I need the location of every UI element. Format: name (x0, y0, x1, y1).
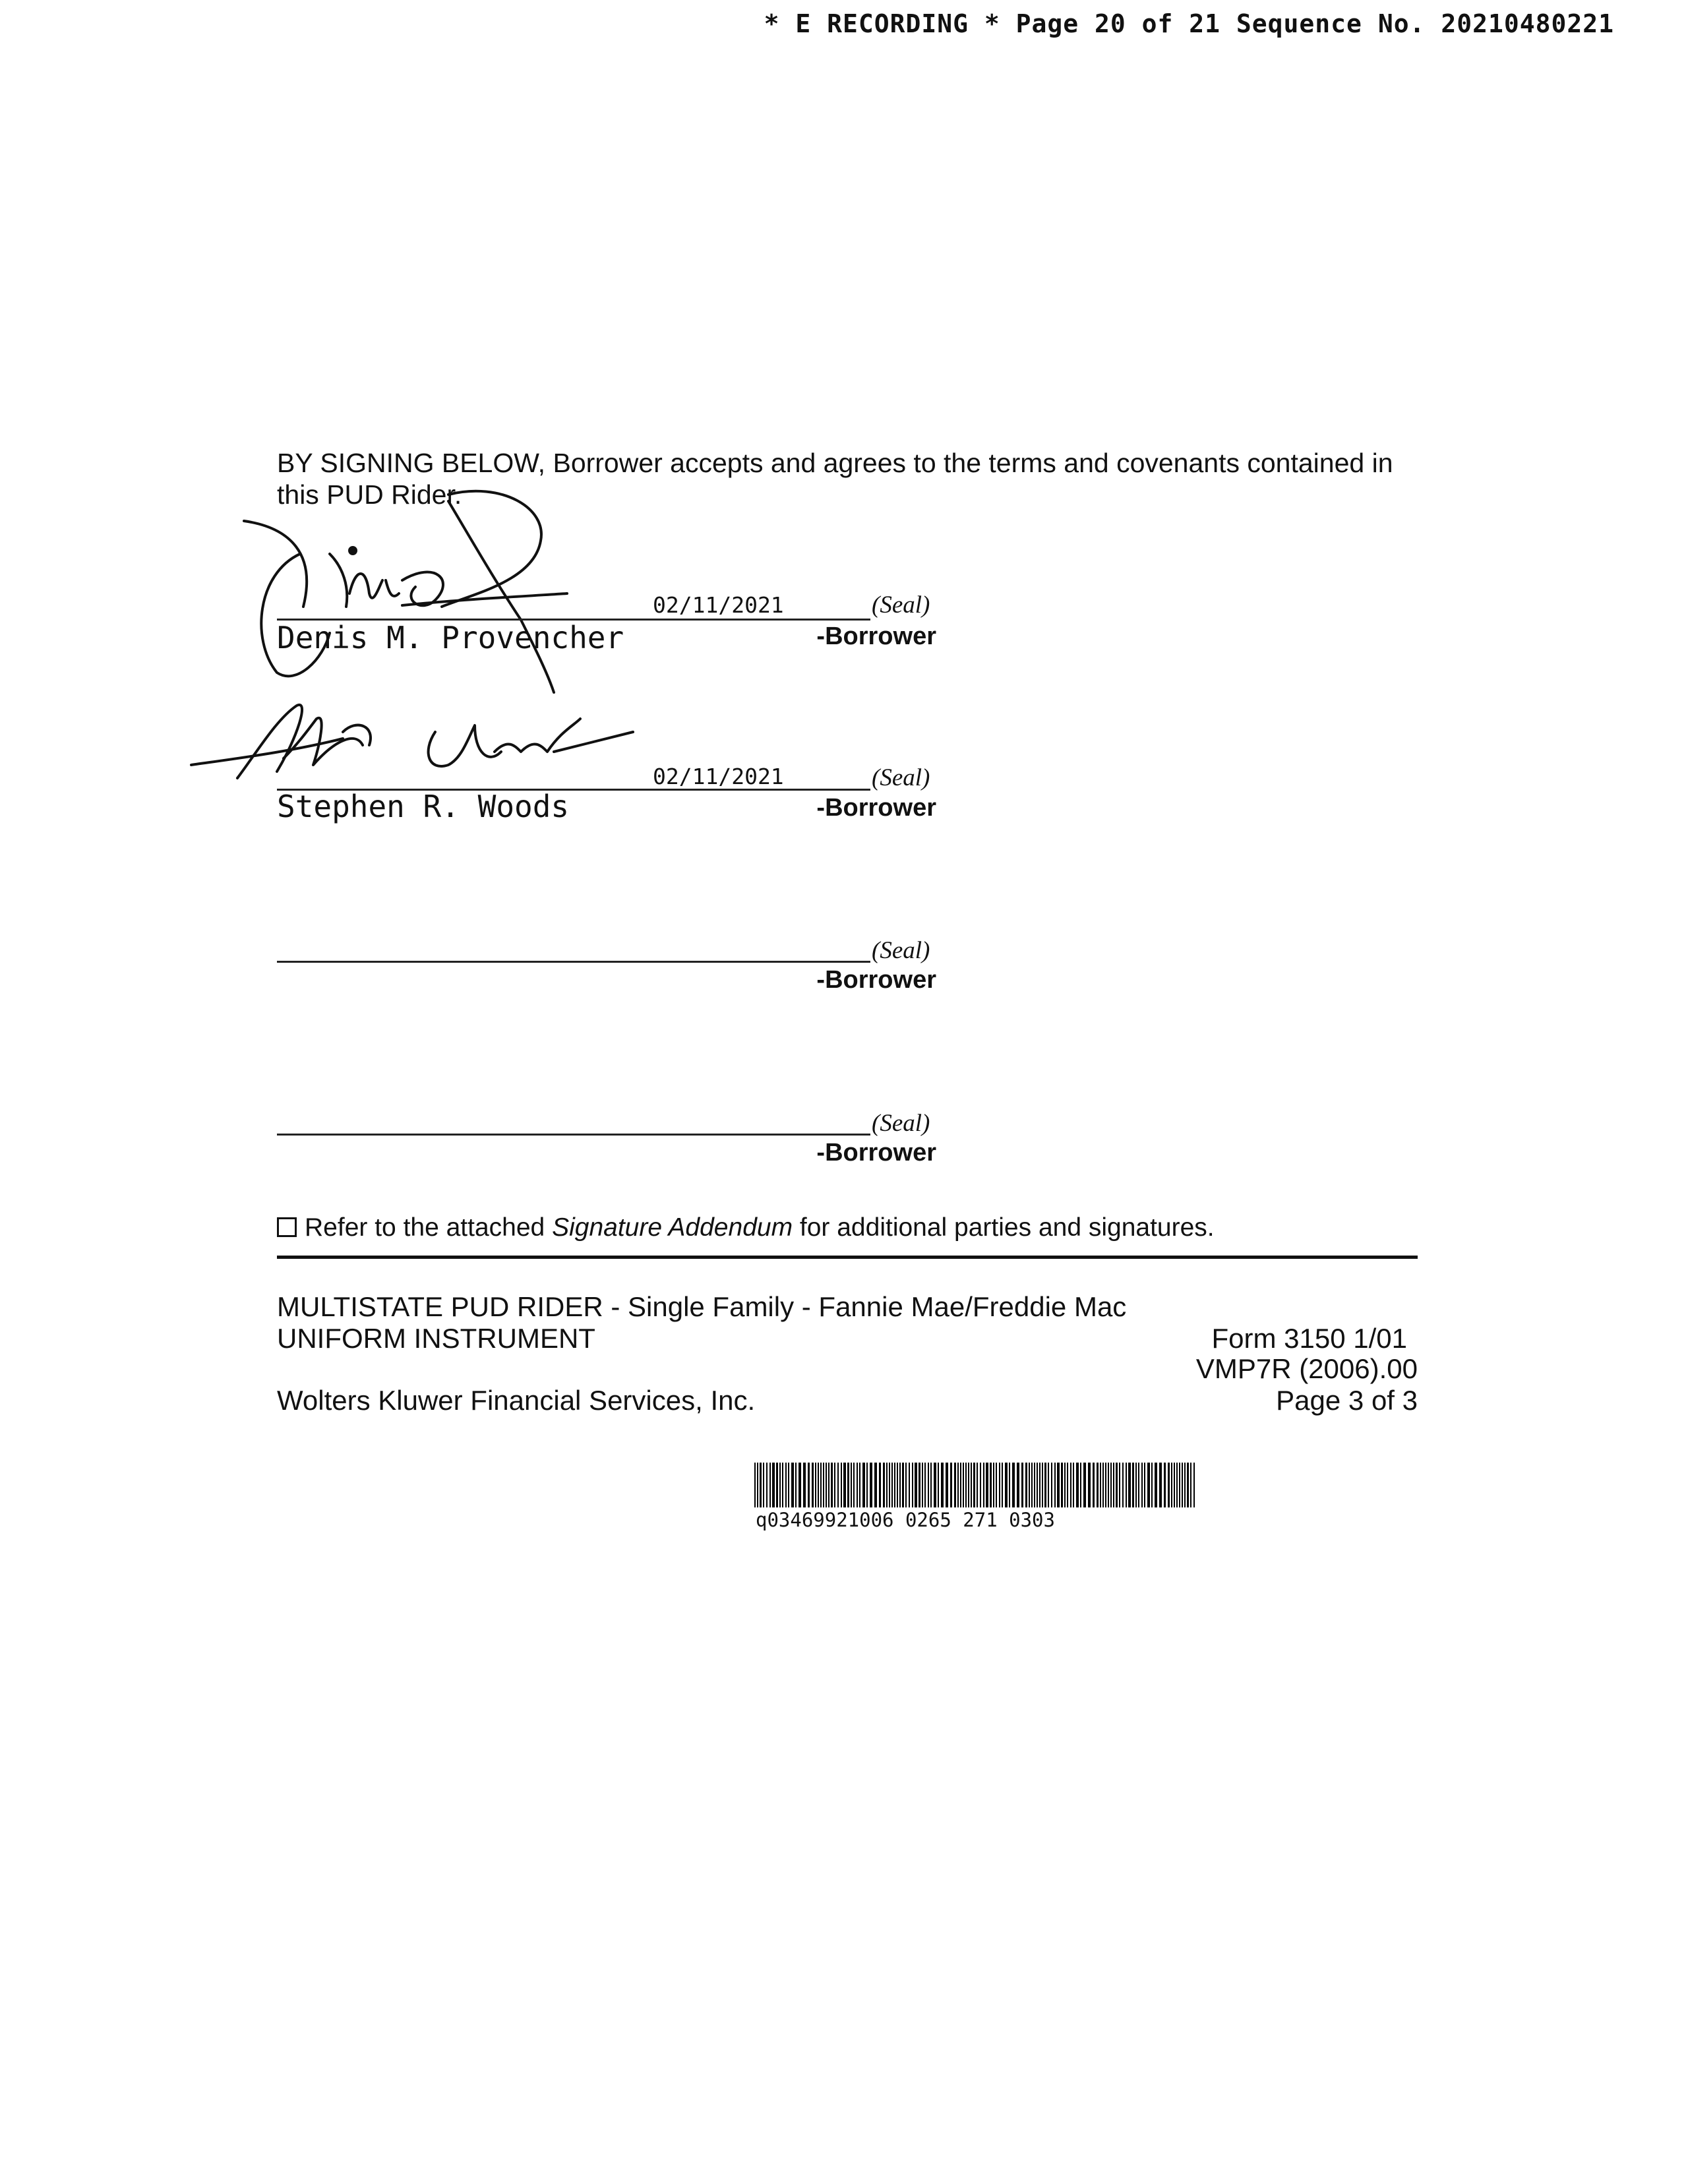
barcode-bar (1029, 1463, 1030, 1507)
barcode-bar (785, 1463, 787, 1507)
barcode-bar (1184, 1463, 1186, 1507)
barcode-bar (1054, 1463, 1056, 1507)
barcode-bar (946, 1463, 948, 1507)
barcode-bar (973, 1463, 975, 1507)
barcode-bar (1126, 1463, 1127, 1507)
barcode-bar (1042, 1463, 1043, 1507)
barcode-bars (754, 1463, 1200, 1507)
barcode-bar (1159, 1463, 1162, 1507)
barcode-bar (760, 1463, 762, 1507)
handwritten-signature-1 (237, 488, 659, 699)
barcode-bar (1102, 1463, 1104, 1507)
barcode-bar (834, 1463, 835, 1507)
barcode-bar (1122, 1463, 1124, 1507)
barcode-bar (1088, 1463, 1091, 1507)
barcode-bar (894, 1463, 895, 1507)
barcode-bar (1171, 1463, 1172, 1507)
barcode-bar (791, 1463, 794, 1507)
barcode-bar (909, 1463, 910, 1507)
borrower-name-2: Stephen R. Woods (277, 789, 570, 824)
barcode-bar (1002, 1463, 1003, 1507)
barcode-bar (815, 1463, 816, 1507)
barcode-bar (899, 1463, 901, 1507)
form-version: VMP7R (2006).00 (1195, 1353, 1418, 1384)
signature-line-4 (277, 1134, 870, 1136)
barcode-bar (1031, 1463, 1033, 1507)
barcode-bar (1187, 1463, 1189, 1507)
barcode-bar (1147, 1463, 1150, 1507)
barcode-bar (1132, 1463, 1134, 1507)
barcode-bar (859, 1463, 860, 1507)
barcode-bar (823, 1463, 824, 1507)
barcode-bar (968, 1463, 969, 1507)
barcode-bar (1110, 1463, 1112, 1507)
addendum-prefix: Refer to the attached (305, 1213, 553, 1242)
seal-label-2: (Seal) (872, 764, 930, 791)
barcode-bar (965, 1463, 967, 1507)
publisher-name: Wolters Kluwer Financial Services, Inc. (277, 1385, 756, 1416)
barcode-bar (912, 1463, 913, 1507)
barcode-bar (754, 1463, 756, 1507)
barcode-bar (841, 1463, 842, 1507)
barcode-bar (1144, 1463, 1145, 1507)
signing-statement-line-2: this PUD Rider. (277, 479, 462, 510)
barcode-bar (1113, 1463, 1114, 1507)
barcode-bar (837, 1463, 839, 1507)
form-title: MULTISTATE PUD RIDER - Single Family - Fannie Mae/Freddie Mac (277, 1291, 1127, 1322)
barcode-bar (891, 1463, 893, 1507)
barcode-bar (996, 1463, 997, 1507)
barcode-bar (853, 1463, 855, 1507)
barcode-bar (1155, 1463, 1157, 1507)
barcode-bar (980, 1463, 981, 1507)
barcode-bar (938, 1463, 939, 1507)
barcode-bar (986, 1463, 988, 1507)
barcode-bar (1097, 1463, 1099, 1507)
barcode-bar (922, 1463, 923, 1507)
barcode-bar (812, 1463, 814, 1507)
barcode-bar (993, 1463, 994, 1507)
barcode-bar (803, 1463, 806, 1507)
barcode-bar (1168, 1463, 1170, 1507)
barcode-bar (1044, 1463, 1046, 1507)
uniform-instrument-label: UNIFORM INSTRUMENT (277, 1323, 595, 1354)
barcode-bar (1021, 1463, 1023, 1507)
form-number: Form 3150 1/01 (1211, 1323, 1407, 1354)
barcode-bar (1076, 1463, 1079, 1507)
signature-addendum-note (277, 1213, 1215, 1242)
barcode-bar (960, 1463, 961, 1507)
barcode-bar (1100, 1463, 1101, 1507)
barcode-bar (862, 1463, 865, 1507)
barcode-bar (1093, 1463, 1095, 1507)
barcode-bar (897, 1463, 898, 1507)
barcode-bar (1073, 1463, 1074, 1507)
barcode-bar (1064, 1463, 1066, 1507)
barcode-bar (1009, 1463, 1010, 1507)
barcode-bar (843, 1463, 846, 1507)
barcode-bar (766, 1463, 768, 1507)
barcode-bar (1141, 1463, 1143, 1507)
barcode-bar (957, 1463, 959, 1507)
barcode-bar (1138, 1463, 1139, 1507)
seal-label-3: (Seal) (872, 937, 930, 964)
barcode-bar (934, 1463, 936, 1507)
borrower-label-1: -Borrower (816, 622, 936, 650)
barcode-bar (950, 1463, 952, 1507)
barcode-bar (983, 1463, 984, 1507)
addendum-suffix: for additional parties and signatures. (793, 1213, 1215, 1242)
barcode-bar (924, 1463, 926, 1507)
borrower-label-2: -Borrower (816, 794, 936, 822)
barcode-bar (1057, 1463, 1060, 1507)
barcode-bar (990, 1463, 992, 1507)
barcode-bar (889, 1463, 890, 1507)
barcode-bar (808, 1463, 810, 1507)
barcode-bar (1164, 1463, 1166, 1507)
page-indicator: Page 3 of 3 (1276, 1385, 1418, 1416)
barcode-bar (1067, 1463, 1068, 1507)
barcode-bar (866, 1463, 868, 1507)
barcode-bar (772, 1463, 775, 1507)
barcode-bar (1025, 1463, 1027, 1507)
barcode-bar (971, 1463, 972, 1507)
barcode-bar (779, 1463, 781, 1507)
signature-line-3 (277, 961, 870, 963)
barcode-bar (930, 1463, 932, 1507)
barcode-bar (919, 1463, 920, 1507)
barcode-bar (1005, 1463, 1008, 1507)
barcode (754, 1463, 1200, 1511)
barcode-bar (905, 1463, 907, 1507)
barcode-bar (820, 1463, 822, 1507)
barcode-bar (874, 1463, 877, 1507)
barcode-bar (1151, 1463, 1153, 1507)
barcode-bar (886, 1463, 888, 1507)
barcode-bar (795, 1463, 797, 1507)
barcode-bar (1182, 1463, 1183, 1507)
barcode-bar (1083, 1463, 1086, 1507)
barcode-bar (902, 1463, 904, 1507)
barcode-bar (763, 1463, 764, 1507)
seal-label-4: (Seal) (872, 1110, 930, 1137)
barcode-number: q03469921006 0265 271 0303 (756, 1509, 1055, 1531)
barcode-bar (1135, 1463, 1137, 1507)
barcode-bar (1176, 1463, 1178, 1507)
barcode-bar (1108, 1463, 1109, 1507)
addendum-emphasis: Signature Addendum (552, 1213, 793, 1242)
barcode-bar (1048, 1463, 1049, 1507)
barcode-bar (1034, 1463, 1035, 1507)
barcode-bar (870, 1463, 872, 1507)
barcode-bar (963, 1463, 964, 1507)
barcode-bar (1051, 1463, 1052, 1507)
barcode-bar (941, 1463, 944, 1507)
barcode-bar (1070, 1463, 1071, 1507)
signature-date-2: 02/11/2021 (653, 764, 784, 789)
barcode-bar (757, 1463, 758, 1507)
signature-date-1: 02/11/2021 (653, 592, 784, 618)
barcode-bar (1039, 1463, 1040, 1507)
borrower-name-1: Denis M. Provencher (277, 620, 624, 655)
barcode-bar (769, 1463, 771, 1507)
handwritten-signature-2 (185, 692, 659, 798)
barcode-bar (776, 1463, 778, 1507)
footer-divider (277, 1256, 1418, 1259)
barcode-bar (851, 1463, 852, 1507)
barcode-bar (1105, 1463, 1106, 1507)
barcode-bar (1193, 1463, 1195, 1507)
barcode-bar (879, 1463, 881, 1507)
barcode-bar (977, 1463, 978, 1507)
barcode-bar (1190, 1463, 1191, 1507)
barcode-bar (883, 1463, 885, 1507)
barcode-bar (1174, 1463, 1175, 1507)
barcode-bar (818, 1463, 819, 1507)
barcode-bar (915, 1463, 917, 1507)
barcode-bar (857, 1463, 858, 1507)
barcode-bar (1128, 1463, 1131, 1507)
barcode-bar (1017, 1463, 1019, 1507)
barcode-bar (1012, 1463, 1015, 1507)
barcode-bar (828, 1463, 829, 1507)
borrower-label-4: -Borrower (816, 1139, 936, 1167)
barcode-bar (999, 1463, 1000, 1507)
barcode-bar (1080, 1463, 1081, 1507)
barcode-bar (1116, 1463, 1118, 1507)
barcode-bar (928, 1463, 929, 1507)
barcode-bar (1061, 1463, 1063, 1507)
barcode-bar (788, 1463, 789, 1507)
barcode-bar (954, 1463, 956, 1507)
barcode-bar (826, 1463, 827, 1507)
borrower-label-3: -Borrower (816, 966, 936, 994)
barcode-bar (799, 1463, 801, 1507)
seal-label-1: (Seal) (872, 592, 930, 619)
signing-statement-line-1: BY SIGNING BELOW, Borrower accepts and agrees to the terms and covenants contained in (277, 448, 1393, 478)
barcode-bar (1179, 1463, 1180, 1507)
barcode-bar (1119, 1463, 1120, 1507)
addendum-checkbox[interactable] (277, 1217, 297, 1237)
barcode-bar (847, 1463, 849, 1507)
barcode-bar (831, 1463, 833, 1507)
barcode-bar (1037, 1463, 1038, 1507)
barcode-bar (782, 1463, 783, 1507)
recording-header: * E RECORDING * Page 20 of 21 Sequence No. 20210480221 (764, 9, 1614, 38)
